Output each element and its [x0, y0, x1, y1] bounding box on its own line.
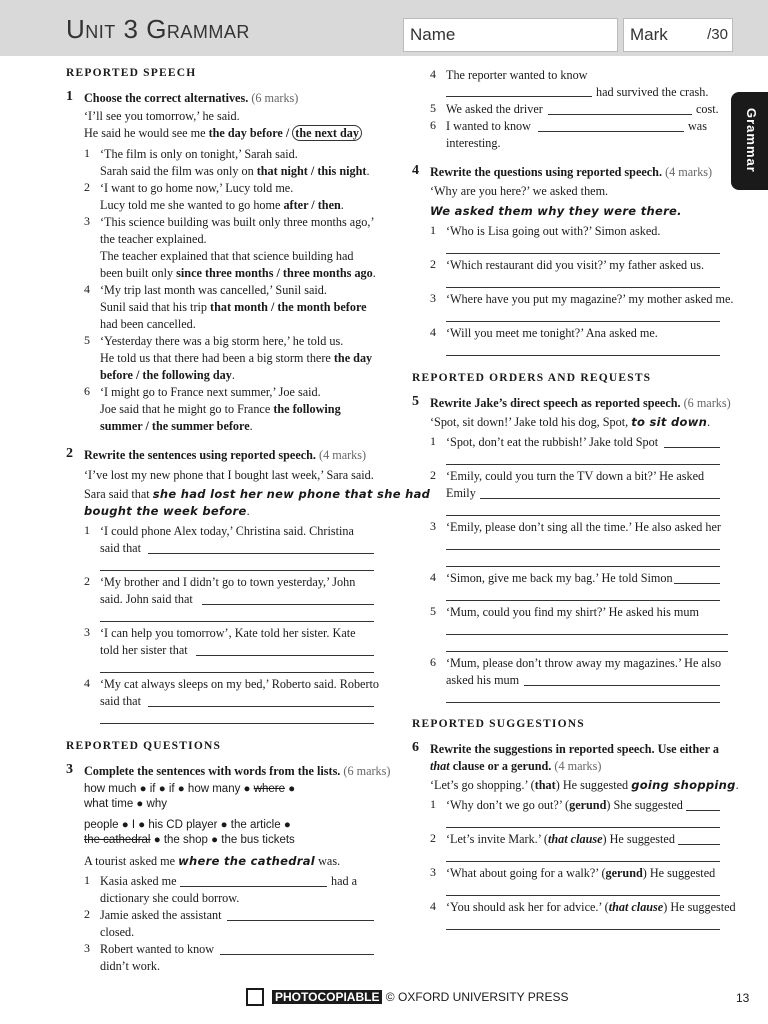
answer-choice[interactable]: Sarah said the film was only on that night / this night.: [100, 164, 370, 178]
answer-line[interactable]: [674, 583, 720, 584]
handwritten-answer: We asked them why they were there.: [430, 204, 682, 218]
side-tab: Grammar: [731, 92, 768, 190]
handwritten-answer: where the cathedral: [178, 854, 316, 868]
example-text: ‘I’ll see you tomorrow,’ he said.: [84, 109, 240, 123]
answer-line[interactable]: [446, 253, 720, 254]
answer-line[interactable]: [446, 355, 720, 356]
handwritten-answer: to sit down: [631, 415, 708, 429]
answer-line[interactable]: [446, 600, 720, 601]
answer-line[interactable]: [446, 651, 728, 652]
word-list: how much ● if ● if ● how many ● where ●: [84, 783, 296, 795]
question-number: 6: [412, 740, 419, 755]
word-list: what time ● why: [84, 798, 167, 810]
question-number: 5: [412, 394, 419, 409]
answer-line[interactable]: [548, 114, 692, 115]
handwritten-answer: bought the week before: [84, 504, 247, 518]
answer-line[interactable]: [446, 702, 720, 703]
answer-line[interactable]: [446, 861, 720, 862]
answer-choice[interactable]: before / the following day.: [100, 368, 235, 382]
example-text: He said he would see me the day before / the next day: [84, 125, 362, 141]
answer-choice[interactable]: He told us that there had been a big storm there the day: [100, 351, 373, 365]
section-heading: REPORTED ORDERS AND REQUESTS: [412, 372, 652, 384]
question-number: 1: [66, 89, 73, 104]
question-instruction: Complete the sentences with words from the lists. (6 marks): [84, 764, 391, 778]
section-heading: REPORTED QUESTIONS: [66, 740, 222, 752]
answer-line[interactable]: [100, 621, 374, 622]
handwritten-answer: going shopping: [631, 778, 736, 792]
answer-line[interactable]: [446, 515, 720, 516]
mark-field[interactable]: Mark /30: [623, 18, 733, 52]
section-heading: REPORTED SUGGESTIONS: [412, 718, 585, 730]
answer-line[interactable]: [196, 655, 374, 656]
question-instruction: Choose the correct alternatives. (6 marks): [84, 91, 299, 105]
answer-choice[interactable]: been built only since three months / three months ago.: [100, 266, 376, 280]
answer-line[interactable]: [446, 929, 720, 930]
question-instruction: Rewrite the sentences using reported speech. (4 marks): [84, 448, 367, 462]
question-number: 4: [412, 163, 419, 178]
word-list: people ● I ● his CD player ● the article ●: [84, 819, 291, 831]
answer-line[interactable]: [480, 498, 720, 499]
section-heading: REPORTED SPEECH: [66, 67, 197, 79]
answer-line[interactable]: [148, 706, 374, 707]
answer-choice[interactable]: Sunil said that his trip that month / the month before: [100, 300, 367, 314]
question-number: 3: [66, 762, 73, 777]
answer-line[interactable]: [446, 287, 720, 288]
page-number: 13: [736, 991, 750, 1005]
answer-line[interactable]: [446, 464, 720, 465]
name-field[interactable]: Name: [403, 18, 618, 52]
answer-line[interactable]: [180, 886, 327, 887]
page-title: Unit 3 Grammar: [66, 14, 250, 44]
answer-line[interactable]: [446, 634, 728, 635]
answer-line[interactable]: [446, 895, 720, 896]
answer-line[interactable]: [524, 685, 720, 686]
word-list: the cathedral ● the shop ● the bus tickets: [84, 834, 295, 846]
question-number: 2: [66, 446, 73, 461]
answer-line[interactable]: [446, 549, 720, 550]
question-instruction: that clause or a gerund. (4 marks): [430, 759, 602, 773]
answer-line[interactable]: [446, 566, 720, 567]
answer-line[interactable]: [202, 604, 374, 605]
answer-line[interactable]: [446, 827, 720, 828]
answer-line[interactable]: [446, 321, 720, 322]
question-instruction: Rewrite the questions using reported speech. (4 marks): [430, 165, 713, 179]
answer-line[interactable]: [664, 447, 720, 448]
answer-line[interactable]: [148, 553, 374, 554]
answer-choice[interactable]: Joe said that he might go to France the following: [100, 402, 341, 416]
footer-credit: PHOTOCOPIABLE © OXFORD UNIVERSITY PRESS: [272, 990, 568, 1004]
answer-line[interactable]: [686, 810, 720, 811]
answer-line[interactable]: [220, 954, 374, 955]
answer-line[interactable]: [100, 672, 374, 673]
answer-line[interactable]: [227, 920, 374, 921]
answer-line[interactable]: [100, 723, 374, 724]
question-instruction: Rewrite Jake’s direct speech as reported speech. (6 marks): [430, 396, 731, 410]
answer-line[interactable]: [446, 96, 592, 97]
question-instruction: Rewrite the suggestions in reported speech. Use either a: [430, 742, 719, 756]
handwritten-answer: she had lost her new phone that she had: [152, 487, 431, 501]
answer-choice[interactable]: Lucy told me she wanted to go home after / then.: [100, 198, 344, 212]
photocopy-icon: [246, 988, 264, 1006]
answer-line[interactable]: [678, 844, 720, 845]
answer-line[interactable]: [538, 131, 684, 132]
answer-line[interactable]: [100, 570, 374, 571]
answer-choice[interactable]: summer / the summer before.: [100, 419, 253, 433]
